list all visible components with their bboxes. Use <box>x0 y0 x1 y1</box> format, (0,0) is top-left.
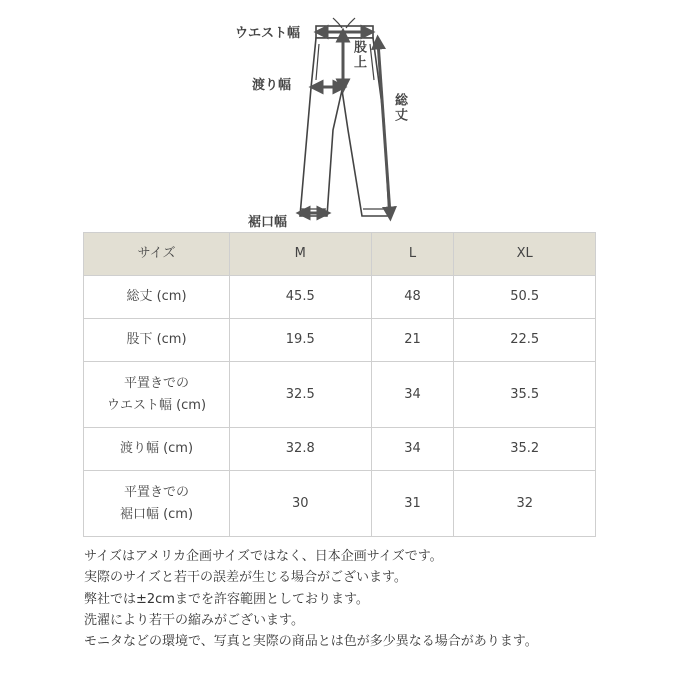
table-row <box>84 471 596 537</box>
table-cell: 32.8 <box>230 428 372 471</box>
note-line: 洗濯により若干の縮みがございます。 <box>84 612 304 628</box>
header-size: サイズ <box>84 233 230 276</box>
table-row <box>84 428 596 471</box>
hem-label: 裾口幅 <box>248 215 288 230</box>
row-label <box>84 362 230 428</box>
table-cell: 32.5 <box>230 362 372 428</box>
table-row <box>84 276 596 319</box>
note-line: 弊社では±2cmまでを許容範囲としております。 <box>84 591 369 607</box>
row-label <box>84 428 230 471</box>
row-label-text: 渡り幅 (cm) <box>119 441 194 456</box>
note-line: 実際のサイズと若干の誤差が生じる場合がございます。 <box>84 570 407 586</box>
length-label: 総丈 <box>392 93 407 123</box>
table-row <box>84 319 596 362</box>
table-cell: 32 <box>454 471 596 537</box>
row-label-text: 股下 (cm) <box>126 332 187 347</box>
waist-label: ウエスト幅 <box>235 26 301 41</box>
table-cell: 48 <box>371 276 454 319</box>
row-label <box>84 319 230 362</box>
table-cell: 19.5 <box>230 319 372 362</box>
note-line: モニタなどの環境で、写真と実際の商品とは色が多少異なる場合があります。 <box>84 634 538 650</box>
pants-measurement-diagram <box>0 0 680 232</box>
table-cell: 34 <box>371 362 454 428</box>
rise-label: 股上 <box>351 40 366 70</box>
table-cell: 35.5 <box>454 362 596 428</box>
row-label-text: 平置きでの <box>123 484 189 500</box>
table-cell: 50.5 <box>454 276 596 319</box>
size-table <box>83 232 596 537</box>
header-m: M <box>230 233 372 276</box>
table-cell: 31 <box>371 471 454 537</box>
table-cell: 45.5 <box>230 276 372 319</box>
row-label-text: 平置きでの <box>123 375 189 391</box>
table-cell: 21 <box>371 319 454 362</box>
table-header-row <box>84 233 596 276</box>
row-label <box>84 276 230 319</box>
row-label-text: ウエスト幅 (cm) <box>106 397 207 413</box>
note-line: サイズはアメリカ企画サイズではなく、日本企画サイズです。 <box>84 549 443 564</box>
table-cell: 22.5 <box>454 319 596 362</box>
row-label-text: 裾口幅 (cm) <box>119 506 194 522</box>
size-notes <box>84 546 538 652</box>
header-xl: XL <box>454 233 596 276</box>
pants-illustration <box>0 0 680 232</box>
table-cell: 30 <box>230 471 372 537</box>
row-label-text: 総丈 (cm) <box>126 289 187 304</box>
table-row <box>84 362 596 428</box>
thigh-label: 渡り幅 <box>252 78 292 93</box>
header-l: L <box>371 233 454 276</box>
table-cell: 34 <box>371 428 454 471</box>
table-cell: 35.2 <box>454 428 596 471</box>
row-label <box>84 471 230 537</box>
